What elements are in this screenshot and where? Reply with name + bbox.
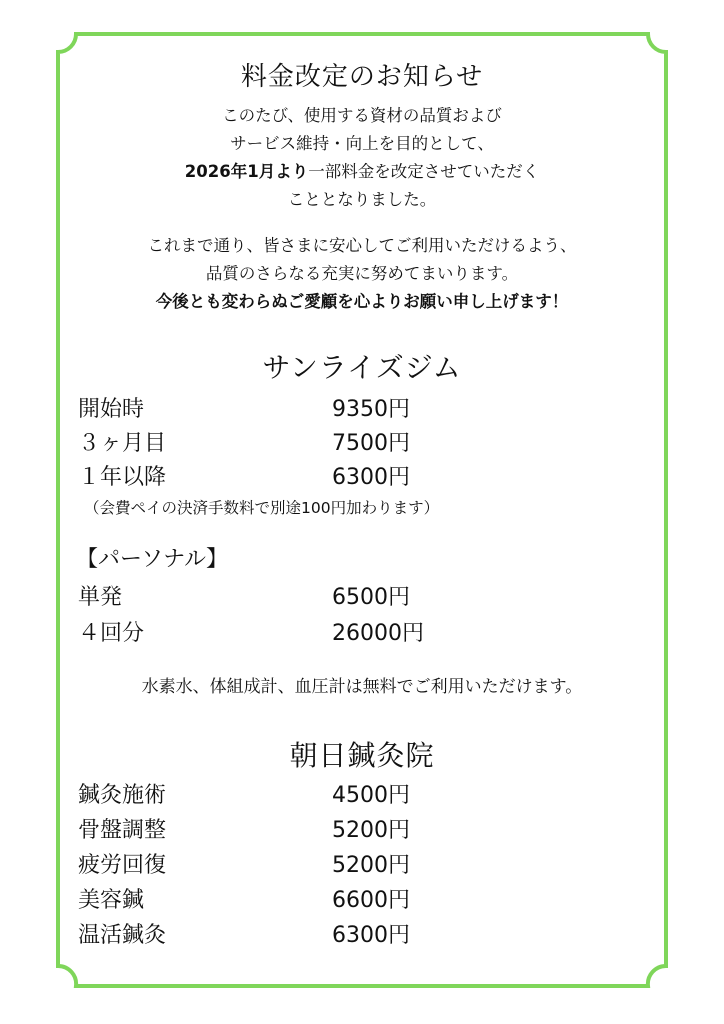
- intro-line-3: [0, 158, 724, 186]
- clinic-service-row: [78, 813, 638, 847]
- personal-plan-row: [78, 616, 638, 650]
- gym-plan-row: [78, 460, 638, 494]
- service-name: 疲労回復: [78, 853, 167, 878]
- free-services-note: 水素水、体組成計、血圧計は無料でご利用いただけます。: [141, 677, 583, 697]
- service-price: 5200円: [332, 818, 410, 843]
- plan-price: 6500円: [332, 585, 410, 610]
- service-price: 5200円: [332, 853, 410, 878]
- gym-plan-row: [78, 392, 638, 426]
- message-line-2: 品質のさらなる充実に努めてまいります。: [205, 264, 519, 283]
- plan-price: 9350円: [332, 397, 410, 422]
- notice-title: 料金改定のお知らせ: [240, 62, 484, 92]
- plan-name: 開始時: [78, 397, 145, 422]
- personal-plan-row: [78, 580, 638, 614]
- plan-price: 7500円: [332, 431, 410, 456]
- clinic-service-row: [78, 918, 638, 952]
- service-name: 美容鍼: [78, 888, 145, 913]
- service-price: 6600円: [332, 888, 410, 913]
- intro-line-2: サービス維持・向上を目的として、: [230, 134, 494, 153]
- gym-plan-row: [78, 426, 638, 460]
- service-price: 6300円: [332, 923, 410, 948]
- plan-name: １年以降: [78, 465, 167, 490]
- service-name: 鍼灸施術: [78, 783, 167, 808]
- clinic-service-row: [78, 848, 638, 882]
- plan-name: 単発: [78, 585, 123, 610]
- plan-price: 26000円: [332, 621, 424, 646]
- plan-price: 6300円: [332, 465, 410, 490]
- gym-title: サンライズジム: [262, 351, 462, 384]
- service-price: 4500円: [332, 783, 410, 808]
- clinic-service-row: [78, 883, 638, 917]
- intro-line-1: このたび、使用する資材の品質および: [222, 106, 502, 125]
- effective-date: 2026年1月より: [184, 162, 309, 181]
- clinic-service-row: [78, 778, 638, 812]
- message-line-3: 今後とも変わらぬご愛顧を心よりお願い申し上げます！: [155, 292, 569, 311]
- service-name: 骨盤調整: [78, 818, 167, 843]
- clinic-title: 朝日鍼灸院: [289, 739, 435, 772]
- personal-heading: 【パーソナル】: [76, 547, 229, 572]
- plan-name: ３ヶ月目: [78, 431, 167, 456]
- payment-fee-note: （会費ペイの決済手数料で別途100円加わります）: [84, 499, 440, 517]
- intro-line-3-rest: 一部料金を改定させていただく: [308, 162, 540, 181]
- intro-line-4: こととなりました。: [287, 190, 437, 209]
- message-line-1: これまで通り、皆さまに安心してご利用いただけるよう、: [147, 236, 577, 255]
- plan-name: ４回分: [78, 621, 145, 646]
- service-name: 温活鍼灸: [78, 923, 167, 948]
